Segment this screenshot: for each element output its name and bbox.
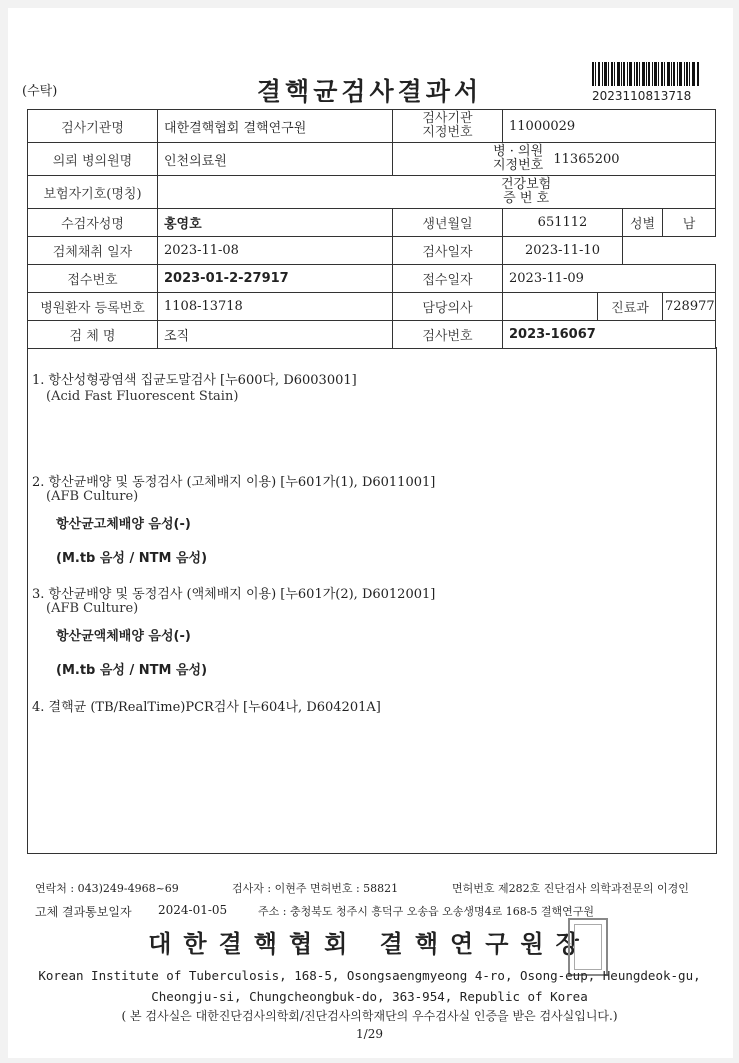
lab-code-label: 검사기관 지정번호	[393, 110, 503, 143]
examiner: 검사자 : 이현주 면허번호 : 58821	[232, 882, 399, 895]
contact: 연락처 : 043)249-4968~69	[35, 882, 179, 895]
patient-value: 홍영호	[158, 209, 393, 237]
notice-date: 2024-01-05	[158, 903, 228, 917]
test-number-label: 검사번호	[393, 321, 503, 349]
address-en-2: Cheongju-si, Chungcheongbuk-do, 363-954, Republic of Korea	[151, 989, 588, 1004]
barcode-number: 2023110813718	[592, 89, 692, 103]
hospital-label: 의뢰 병의원명	[28, 143, 158, 176]
patient-info-table	[27, 109, 716, 349]
results-box	[27, 347, 717, 854]
section-3-detail: (M.tb 음성 / NTM 음성)	[56, 663, 208, 678]
lab-value: 대한결핵협회 결핵연구원	[158, 110, 393, 143]
collect-date-label: 검체채취 일자	[28, 237, 158, 265]
dob-value: 651112	[503, 209, 623, 237]
barcode	[592, 62, 704, 103]
specialist: 면허번호 제282호 진단검사 의학과전문의 이경인	[452, 882, 689, 895]
doctor-value	[503, 293, 598, 321]
section-1-subtitle: (Acid Fast Fluorescent Stain)	[46, 389, 239, 404]
address-en-1: Korean Institute of Tuberculosis, 168-5, Osongsaengmyeong 4-ro, Osong-eup, Heungdeok-gu,	[38, 968, 701, 983]
specimen-value: 조직	[158, 321, 393, 349]
registry-value: 1108-13718	[158, 293, 393, 321]
hospital-code-cell	[393, 143, 716, 176]
reception-date-value: 2023-11-09	[503, 265, 716, 293]
reception-value: 2023-01-2-27917	[158, 265, 393, 293]
notice-label: 고체 결과통보일자	[35, 905, 132, 919]
section-3-subtitle: (AFB Culture)	[46, 601, 139, 616]
address-kr: 주소 : 충청북도 청주시 흥덕구 오송읍 오송생명4로 168-5 결핵연구원	[258, 905, 595, 918]
hospital-code-label: 병 · 의원 지정번호	[493, 144, 544, 173]
section-2-subtitle: (AFB Culture)	[46, 489, 139, 504]
reception-label: 접수번호	[28, 265, 158, 293]
document-title: 결핵균검사결과서	[256, 77, 483, 106]
doctor-label: 담당의사	[393, 293, 503, 321]
dob-label: 생년월일	[393, 209, 503, 237]
section-3-title: 3. 항산균배양 및 동정검사 (액체배지 이용) [누601가(2), D6012001]	[32, 587, 436, 602]
hospital-value: 인천의료원	[158, 143, 393, 176]
hospital-code-value: 11365200	[553, 151, 620, 167]
reception-date-label: 접수일자	[393, 265, 503, 293]
insurance-cell	[158, 176, 716, 209]
dept-label: 진료과	[598, 293, 663, 321]
sex-value: 남	[663, 209, 716, 237]
receiver-label: (수탁)	[22, 84, 58, 99]
test-date-value: 2023-11-10	[503, 237, 623, 265]
institute-name: 대한결핵협회 결핵연구원장	[148, 929, 591, 958]
section-2-title: 2. 항산균배양 및 동정검사 (고체배지 이용) [누601가(1), D6011001]	[32, 475, 436, 490]
insurance-label: 건강보험 증 번 호	[501, 177, 552, 206]
registry-label: 병원환자 등록번호	[28, 293, 158, 321]
test-number-value: 2023-16067	[503, 321, 716, 349]
lab-label: 검사기관명	[28, 110, 158, 143]
section-4-title: 4. 결핵균 (TB/RealTime)PCR검사 [누604나, D604201A]	[32, 700, 381, 715]
section-2-result: 항산균고체배양 음성(-)	[56, 517, 191, 532]
section-3-result: 항산균액체배양 음성(-)	[56, 629, 191, 644]
patient-label: 수검자성명	[28, 209, 158, 237]
barcode-icon	[592, 62, 700, 86]
section-1-title: 1. 항산성형광염색 집균도말검사 [누600다, D6003001]	[32, 373, 357, 388]
test-date-label: 검사일자	[393, 237, 503, 265]
section-2-detail: (M.tb 음성 / NTM 음성)	[56, 551, 208, 566]
insurer-label: 보험자기호(명칭)	[28, 176, 158, 209]
sex-label: 성별	[623, 209, 663, 237]
collect-date-value: 2023-11-08	[158, 237, 393, 265]
lab-code-value: 11000029	[503, 110, 716, 143]
specimen-label: 검 체 명	[28, 321, 158, 349]
page-number: 1/29	[356, 1027, 383, 1041]
certification-note: ( 본 검사실은 대한진단검사의학회/진단검사의학재단의 우수검사실 인증을 받은 검사실입니다.)	[121, 1009, 618, 1023]
empty-cell	[623, 237, 716, 265]
dept-value: 728977	[663, 293, 716, 321]
